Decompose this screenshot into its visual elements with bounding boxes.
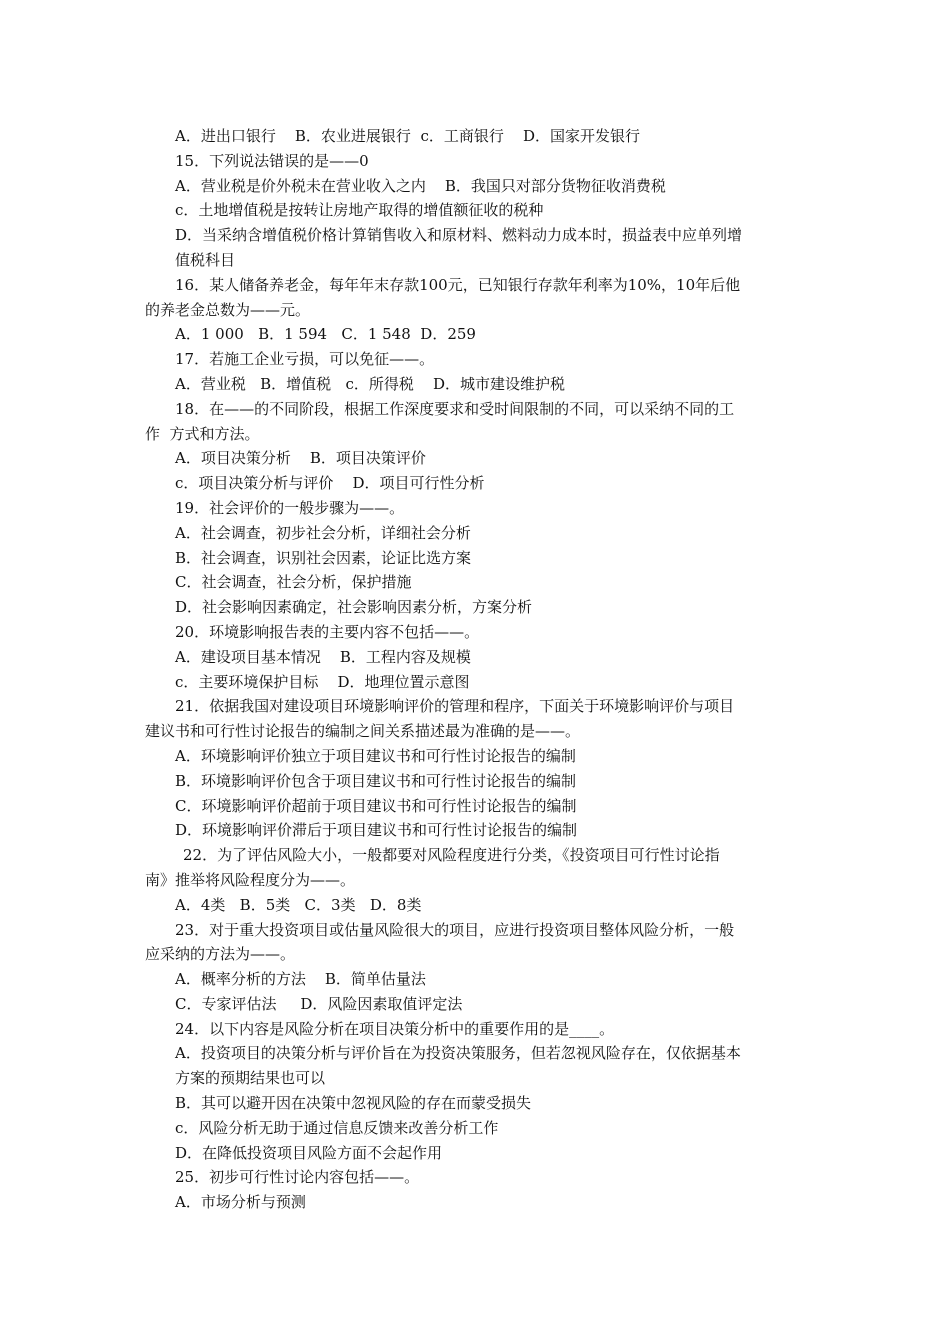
text-line: c．土地增值税是按转让房地产取得的增值额征收的税种 [175, 201, 544, 220]
text-line: 21．依据我国对建设项目环境影响评价的管理和程序，下面关于环境影响评价与项目 [175, 697, 735, 716]
text-line: A．社会调查，初步社会分析，详细社会分析 [175, 523, 471, 542]
text-line: A．进出口银行 B．农业进展银行 c．工商银行 D．国家开发银行 [175, 127, 640, 145]
text-line: 南》推举将风险程度分为——。 [145, 870, 356, 889]
text-line: A．1 000 B．1 594 C．1 548 D．259 [175, 325, 476, 344]
text-line: C．专家评估法 D．风险因素取值评定法 [175, 994, 463, 1013]
text-line: 作 方式和方法。 [145, 424, 260, 443]
text-line: 22．为了评估风险大小，一般都要对风险程度进行分类，《投资项目可行性讨论指 [183, 846, 720, 865]
text-line: A．概率分析的方法 B．简单估量法 [175, 970, 426, 989]
text-line: D．在降低投资项目风险方面不会起作用 [175, 1143, 443, 1162]
text-line: A．建设项目基本情况 B．工程内容及规模 [175, 647, 471, 666]
text-line: 15．下列说法错误的是——0 [175, 151, 369, 170]
text-line: 应采纳的方法为——。 [145, 945, 296, 964]
text-line: 19．社会评价的一般步骤为——。 [175, 498, 405, 517]
text-line: c．项目决策分析与评价 D．项目可行性分析 [175, 474, 485, 493]
document-page [145, 124, 815, 1215]
text-line: C．社会调查，社会分析，保护措施 [175, 573, 412, 592]
text-line: c．风险分析无助于通过信息反馈来改善分析工作 [175, 1118, 499, 1137]
text-line: D．环境影响评价滞后于项目建议书和可行性讨论报告的编制 [175, 821, 578, 840]
text-line: A．市场分析与预测 [175, 1193, 306, 1212]
text-line: A．项目决策分析 B．项目决策评价 [175, 449, 426, 468]
text-line: 20．环境影响报告表的主要内容不包括——。 [175, 622, 480, 641]
text-line: A．投资项目的决策分析与评价旨在为投资决策服务，但若忽视风险存在，仅依据基本 [175, 1044, 741, 1063]
text-line: 16．某人储备养老金，每年年末存款100元，已知银行存款年利率为10%，10年后他 [175, 275, 741, 294]
text-line: 的养老金总数为——元。 [145, 300, 311, 319]
text-line: A．4类 B．5类 C．3类 D．8类 [175, 895, 422, 914]
text-line: A．环境影响评价独立于项目建议书和可行性讨论报告的编制 [175, 746, 576, 765]
text-line: A．营业税是价外税未在营业收入之内 B．我国只对部分货物征收消费税 [175, 176, 666, 195]
text-line: 25．初步可行性讨论内容包括——。 [175, 1168, 420, 1187]
text-line: 18．在——的不同阶段，根据工作深度要求和受时间限制的不同，可以采纳不同的工 [175, 399, 735, 418]
text-line: c．主要环境保护目标 D．地理位置示意图 [175, 672, 470, 691]
text-line: 23．对于重大投资项目或估量风险很大的项目，应进行投资项目整体风险分析，一般 [175, 920, 735, 939]
text-line: B．其可以避开因在决策中忽视风险的存在而蒙受损失 [175, 1094, 532, 1113]
text-line: 17．若施工企业亏损，可以免征——。 [175, 350, 435, 369]
text-line: B．环境影响评价包含于项目建议书和可行性讨论报告的编制 [175, 771, 577, 790]
text-line: 值税科目 [175, 250, 236, 269]
text-line: 建议书和可行性讨论报告的编制之间关系描述最为准确的是——。 [145, 722, 581, 741]
text-line: B．社会调查，识别社会因素，论证比选方案 [175, 548, 472, 567]
text-line: D．社会影响因素确定，社会影响因素分析，方案分析 [175, 598, 533, 617]
text-line: A．营业税 B．增值税 c．所得税 D．城市建设维护税 [175, 374, 565, 393]
text-line: D．当采纳含增值税价格计算销售收入和原材料、燃料动力成本时，损益表中应单列增 [175, 226, 743, 245]
text-line: 24．以下内容是风险分析在项目决策分析中的重要作用的是____。 [175, 1019, 615, 1038]
text-line: C．环境影响评价超前于项目建议书和可行性讨论报告的编制 [175, 796, 577, 815]
text-line: 方案的预期结果也可以 [175, 1069, 326, 1088]
